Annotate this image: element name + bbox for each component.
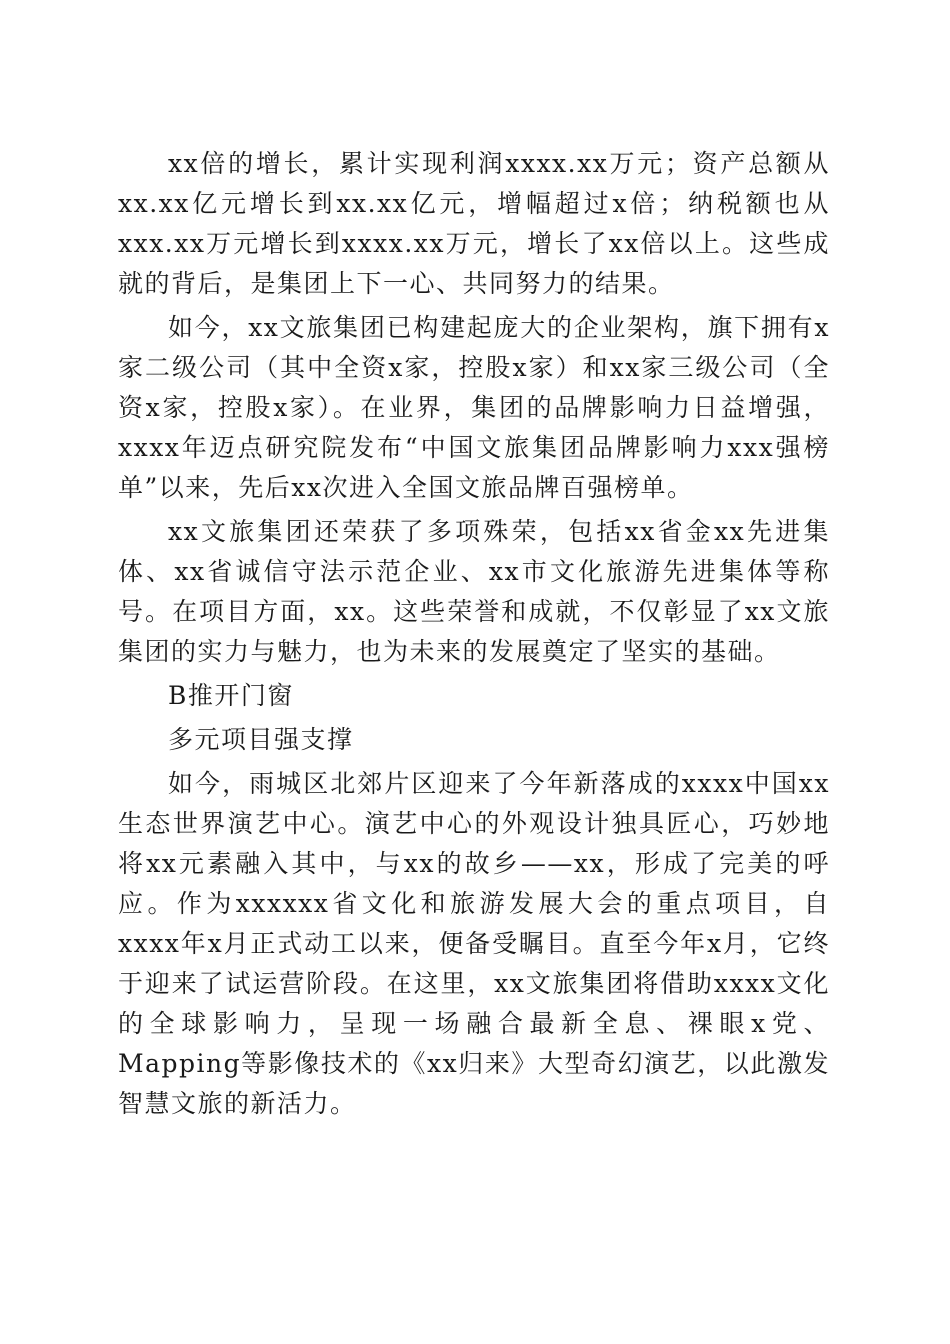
paragraph-corporate-structure: 如今，xx文旅集团已构建起庞大的企业架构，旗下拥有x家二级公司（其中全资x家，控股x家）和xx家三级公司（全资x家，控股x家）。在业界，集团的品牌影响力日益增强，xxxx年迈点研究院发布“中国文旅集团品牌影响力xxx强榜单”以来，先后xx次进入全国文旅品牌百强榜单。 (118, 313, 830, 502)
paragraph-growth-results: xx倍的增长，累计实现利润xxxx.xx万元；资产总额从xx.xx亿元增长到xx.xx亿元，增幅超过x倍；纳税额也从xxx.xx万元增长到xxxx.xx万元，增长了xx倍以上。这些成就的背后，是集团上下一心、共同努力的结果。 (118, 149, 830, 298)
section-label: B推开门窗 (168, 681, 294, 710)
paragraph-honors: xx文旅集团还荣获了多项殊荣，包括xx省金xx先进集体、xx省诚信守法示范企业、xx市文化旅游先进集体等称号。在项目方面，xx。这些荣誉和成就，不仅彰显了xx文旅集团的实力与魅力，也为未来的发展奠定了坚实的基础。 (118, 517, 830, 666)
section-title: 多元项目强支撑 (168, 725, 354, 754)
document-body (118, 144, 830, 1128)
paragraph-performance-center: 如今，雨城区北郊片区迎来了今年新落成的xxxx中国xx生态世界演艺中心。演艺中心的外观设计独具匠心，巧妙地将xx元素融入其中，与xx的故乡——xx，形成了完美的呼应。作为xxxxxx省文化和旅游发展大会的重点项目，自xxxx年x月正式动工以来，便备受瞩目。直至今年x月，它终于迎来了试运营阶段。在这里，xx文旅集团将借助xxxx文化的全球影响力，呈现一场融合最新全息、裸眼x党、Mapping等影像技术的《xx归来》大型奇幻演艺，以此激发智慧文旅的新活力。 (118, 769, 830, 1118)
